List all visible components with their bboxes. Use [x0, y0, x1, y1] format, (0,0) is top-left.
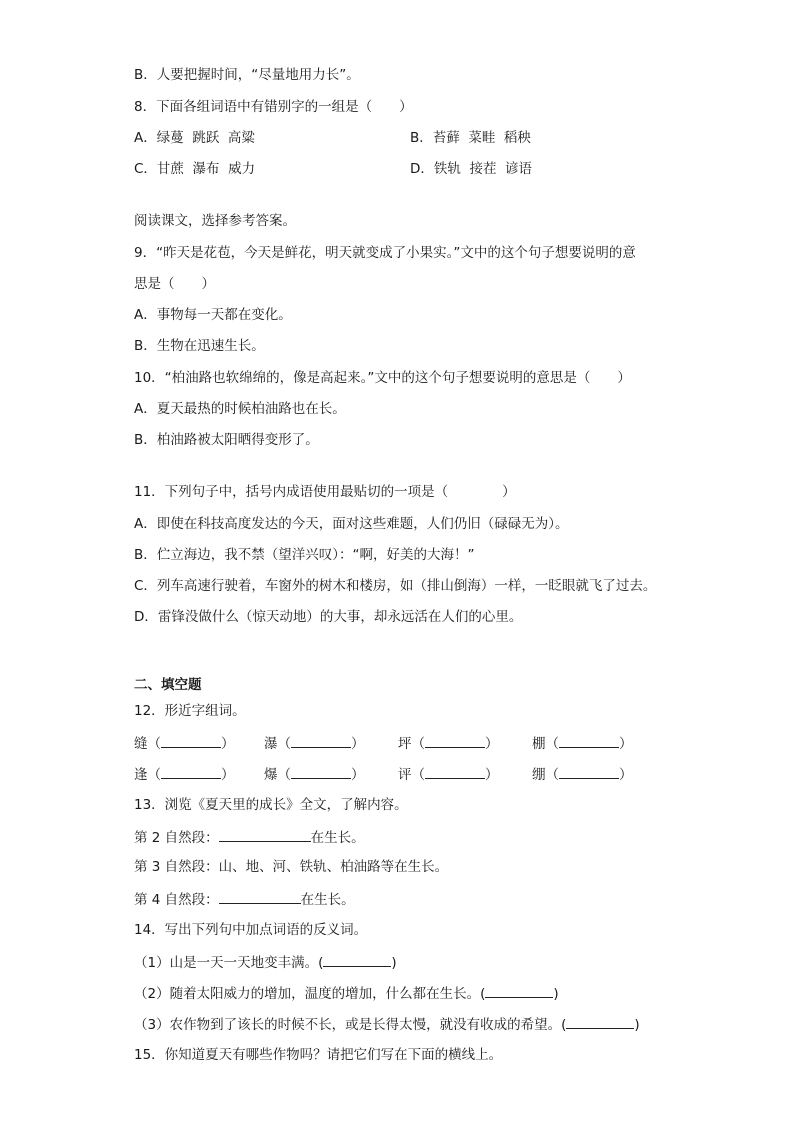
- q13-stem: 13．浏览《夏天里的成长》全文，了解内容。: [134, 797, 408, 813]
- q12-close-paren: ）: [351, 736, 365, 752]
- q14-s2-text: （2）随着太阳威力的增加，温度的增加，什么都在生长。(: [134, 986, 486, 1002]
- section-heading: 二、填空题: [134, 677, 202, 693]
- q9-option-a: A．事物每一天都在变化。: [134, 307, 292, 323]
- q12-close-paren: ）: [619, 767, 633, 783]
- q13-p2-prefix: 第 2 自然段：: [134, 830, 219, 846]
- q12-char-label: 绷（: [532, 767, 559, 783]
- q11-stem: 11．下列句子中，括号内成语使用最贴切的一项是（ ）: [134, 484, 516, 500]
- q13-paragraph-4: [134, 889, 355, 909]
- answer-blank[interactable]: [219, 827, 311, 842]
- q8-option-c: C．甘蔗 瀑布 威力: [134, 161, 256, 177]
- q8-option-b: B．苔藓 菜畦 稻秧: [410, 130, 531, 146]
- q8-stem: 8．下面各组词语中有错别字的一组是（ ）: [134, 99, 413, 115]
- q12-close-paren: ）: [221, 736, 235, 752]
- q12-item-3: [398, 733, 499, 753]
- q11-option-c: C．列车高速行驶着，车窗外的树木和楼房，如（排山倒海）一样，一眨眼就飞了过去。: [134, 578, 657, 594]
- q9-stem-line2: 思是（ ）: [134, 276, 215, 292]
- q13-p4-prefix: 第 4 自然段：: [134, 892, 219, 908]
- q11-option-b: B．伫立海边，我不禁（望洋兴叹）：“啊，好美的大海！”: [134, 547, 475, 563]
- answer-blank[interactable]: [559, 733, 619, 748]
- q12-close-paren: ）: [351, 767, 365, 783]
- q14-sentence-1: [134, 952, 397, 972]
- q13-paragraph-3: 第 3 自然段：山、地、河、铁轨、柏油路等在生长。: [134, 859, 449, 875]
- q14-sentence-2: [134, 983, 559, 1003]
- q12-char-label: 评（: [398, 767, 425, 783]
- q12-item-7: [398, 764, 499, 784]
- answer-blank[interactable]: [219, 889, 301, 904]
- q14-close-paren: ): [391, 955, 397, 971]
- q12-item-5: [134, 764, 235, 784]
- answer-blank[interactable]: [485, 983, 553, 998]
- q12-item-1: [134, 733, 235, 753]
- q12-item-2: [264, 733, 365, 753]
- q13-p4-suffix: 在生长。: [300, 892, 355, 908]
- q12-close-paren: ）: [485, 736, 499, 752]
- q12-char-label: 坪（: [398, 736, 425, 752]
- q12-close-paren: ）: [485, 767, 499, 783]
- answer-blank[interactable]: [425, 733, 485, 748]
- answer-blank[interactable]: [291, 764, 351, 779]
- answer-blank[interactable]: [425, 764, 485, 779]
- q11-option-d: D．雷锋没做什么（惊天动地）的大事，却永远活在人们的心里。: [134, 609, 523, 625]
- answer-blank[interactable]: [566, 1014, 634, 1029]
- answer-blank[interactable]: [161, 733, 221, 748]
- q12-close-paren: ）: [619, 736, 633, 752]
- reading-intro: 阅读课文，选择参考答案。: [134, 213, 296, 229]
- answer-blank[interactable]: [161, 764, 221, 779]
- q9-stem-line1: 9．“昨天是花苞，今天是鲜花，明天就变成了小果实。”文中的这个句子想要说明的意: [134, 245, 636, 261]
- q12-char-label: 棚（: [532, 736, 559, 752]
- q11-option-a: A．即使在科技高度发达的今天，面对这些难题，人们仍旧（碌碌无为）。: [134, 516, 569, 532]
- q13-paragraph-2: [134, 827, 365, 847]
- q9-option-b: B．生物在迅速生长。: [134, 338, 265, 354]
- q14-s3-text: （3）农作物到了该长的时候不长，或是长得太慢，就没有收成的希望。(: [134, 1017, 567, 1033]
- q15-stem: 15．你知道夏天有哪些作物吗？请把它们写在下面的横线上。: [134, 1047, 503, 1063]
- q8-option-d: D．铁轨 接茬 谚语: [410, 161, 533, 177]
- q12-item-8: [532, 764, 633, 784]
- q10-stem: 10．“柏油路也软绵绵的，像是高起来。”文中的这个句子想要说明的意思是（ ）: [134, 370, 631, 386]
- q10-option-a: A．夏天最热的时候柏油路也在长。: [134, 401, 346, 417]
- q12-item-6: [264, 764, 365, 784]
- q14-close-paren: ): [634, 1017, 640, 1033]
- q14-s1-text: （1）山是一天一天地变丰满。(: [134, 955, 324, 971]
- q12-char-label: 爆（: [264, 767, 291, 783]
- q12-char-label: 缝（: [134, 736, 161, 752]
- q12-close-paren: ）: [221, 767, 235, 783]
- answer-blank[interactable]: [291, 733, 351, 748]
- q14-sentence-3: [134, 1014, 640, 1034]
- q8-option-a: A．绿蔓 跳跃 高粱: [134, 130, 255, 146]
- answer-blank[interactable]: [323, 952, 391, 967]
- q14-close-paren: ): [553, 986, 559, 1002]
- q7-option-b: B．人要把握时间，“尽量地用力长”。: [134, 67, 360, 83]
- q14-stem: 14．写出下列句中加点词语的反义词。: [134, 922, 368, 938]
- q10-option-b: B．柏油路被太阳晒得变形了。: [134, 432, 319, 448]
- q12-char-label: 瀑（: [264, 736, 291, 752]
- q12-item-4: [532, 733, 633, 753]
- q12-stem: 12．形近字组词。: [134, 703, 246, 719]
- q13-p2-suffix: 在生长。: [310, 830, 365, 846]
- answer-blank[interactable]: [559, 764, 619, 779]
- q12-char-label: 逢（: [134, 767, 161, 783]
